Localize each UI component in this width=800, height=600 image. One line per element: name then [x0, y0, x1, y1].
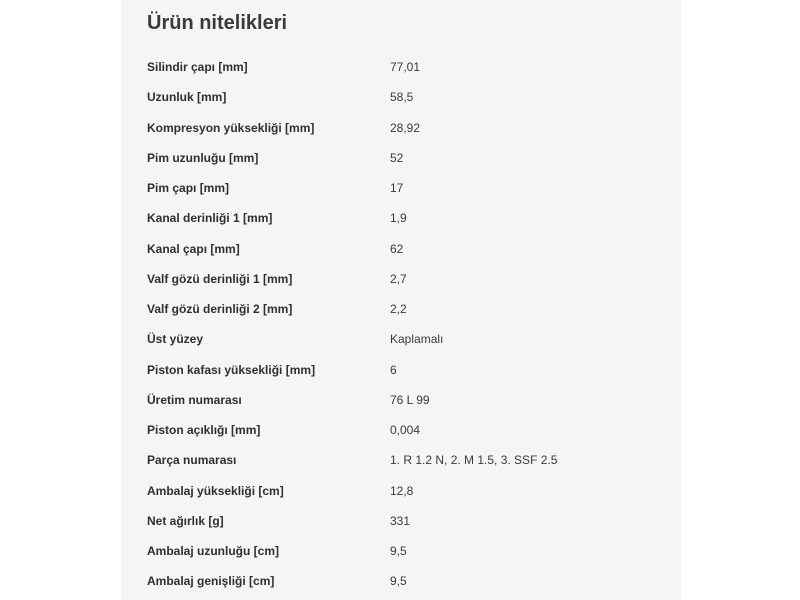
- attribute-value: 76 L 99: [390, 392, 430, 407]
- attribute-value: 62: [390, 241, 404, 256]
- attribute-label: Üst yüzey: [147, 332, 204, 347]
- attribute-value: 52: [390, 150, 404, 165]
- attribute-label: Net ağırlık [g]: [147, 513, 224, 528]
- product-attributes-panel: [121, 0, 681, 600]
- attribute-row: [121, 415, 681, 445]
- attribute-row: [121, 52, 681, 82]
- attribute-row: [121, 566, 681, 596]
- attribute-value: 12,8: [390, 483, 414, 498]
- attribute-label: Piston açıklığı [mm]: [147, 423, 261, 437]
- attribute-row: [121, 234, 681, 264]
- attribute-label: Ambalaj uzunluğu [cm]: [147, 544, 279, 558]
- attribute-label: Pim uzunluğu [mm]: [147, 150, 259, 165]
- attribute-label: Kompresyon yüksekliği [mm]: [147, 120, 315, 135]
- attribute-row: [121, 294, 681, 324]
- attribute-label: Valf gözü derinliği 2 [mm]: [147, 302, 293, 316]
- attribute-row: [121, 324, 681, 354]
- attribute-label: Silindir çapı [mm]: [147, 60, 248, 74]
- attribute-row: [121, 203, 681, 233]
- attribute-row: [121, 506, 681, 536]
- attribute-row: [121, 445, 681, 475]
- attribute-label: Valf gözü derinliği 1 [mm]: [147, 271, 293, 286]
- attribute-value: 1,9: [390, 211, 407, 226]
- attribute-row: [121, 385, 681, 415]
- attributes-table: [121, 52, 681, 597]
- attribute-label: Üretim numarası: [147, 392, 242, 407]
- section-title: Ürün nitelikleri: [147, 12, 288, 34]
- attribute-value: 9,5: [390, 544, 407, 558]
- attribute-value: 2,2: [390, 302, 407, 316]
- attribute-row: [121, 476, 681, 506]
- attribute-value: 9,5: [390, 574, 407, 589]
- attribute-value: 6: [390, 362, 397, 377]
- attribute-row: [121, 113, 681, 143]
- attribute-label: Kanal derinliği 1 [mm]: [147, 211, 273, 226]
- attribute-label: Kanal çapı [mm]: [147, 241, 240, 256]
- attribute-label: Parça numarası: [147, 453, 237, 468]
- attribute-value: 331: [390, 513, 411, 528]
- attribute-row: [121, 264, 681, 294]
- attribute-value: Kaplamalı: [390, 332, 444, 347]
- attribute-value: 2,7: [390, 271, 407, 286]
- attribute-row: [121, 536, 681, 566]
- attribute-row: [121, 82, 681, 112]
- attribute-value: 0,004: [390, 423, 421, 437]
- attribute-row: [121, 143, 681, 173]
- attribute-value: 77,01: [390, 60, 421, 74]
- attribute-value: 17: [390, 181, 404, 195]
- attribute-label: Pim çapı [mm]: [147, 181, 230, 195]
- attribute-row: [121, 355, 681, 385]
- attribute-value: 28,92: [390, 120, 421, 135]
- attribute-label: Piston kafası yüksekliği [mm]: [147, 362, 316, 377]
- attribute-label: Uzunluk [mm]: [147, 90, 227, 105]
- attribute-value: 1. R 1.2 N, 2. M 1.5, 3. SSF 2.5: [390, 453, 558, 468]
- attribute-row: [121, 173, 681, 203]
- attribute-value: 58,5: [390, 90, 414, 105]
- attribute-label: Ambalaj yüksekliği [cm]: [147, 483, 284, 498]
- attribute-label: Ambalaj genişliği [cm]: [147, 574, 275, 589]
